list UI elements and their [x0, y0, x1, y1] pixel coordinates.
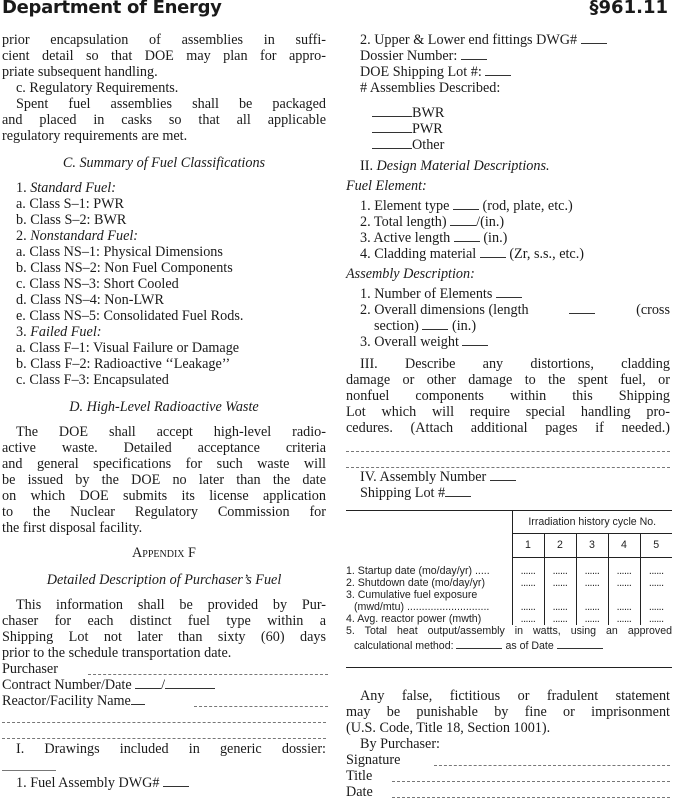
class-item: a. Class NS–1: Physical Dimensions: [16, 244, 223, 260]
table-bottom-rule: [346, 667, 672, 668]
date-field[interactable]: [392, 797, 670, 798]
total-heat-note: 5. Total heat output/assembly in watts, using an approved: [346, 625, 672, 637]
appendix-line: Shipping Lot not later than sixty (60) days: [2, 629, 326, 645]
fuel-assembly-dwg-field[interactable]: 1. Fuel Assembly DWG#: [2, 775, 326, 791]
class-item: e. Class NS–5: Consolidated Fuel Rods.: [16, 308, 244, 324]
signature-field[interactable]: [434, 765, 670, 766]
overall-dimensions-field[interactable]: 2. Overall dimensions (length (cross: [360, 302, 670, 318]
calculational-method-field[interactable]: calculational method: as of Date: [346, 637, 672, 653]
class-item: c. Class NS–3: Short Cooled: [16, 276, 179, 292]
cell[interactable]: ......: [544, 601, 576, 613]
cell[interactable]: ......: [544, 577, 576, 589]
regulatory-line: Spent fuel assemblies shall be packaged: [16, 96, 326, 112]
cycle-header: 2: [544, 534, 576, 557]
cell[interactable]: ......: [576, 577, 608, 589]
table-row: [346, 565, 672, 577]
blank-line[interactable]: [2, 722, 326, 723]
cladding-material-field[interactable]: 4. Cladding material (Zr, s.s., etc.): [360, 246, 585, 262]
distortion-line: nonfuel components within this Shipping: [346, 388, 670, 404]
intro-line: prior encapsulation of assemblies in suffi-: [2, 32, 326, 48]
row-label: 1. Startup date (mo/day/yr) .....: [346, 565, 490, 577]
cell[interactable]: ......: [512, 613, 544, 625]
cell[interactable]: ......: [512, 601, 544, 613]
cell[interactable]: ......: [640, 613, 672, 625]
table-row: [346, 601, 672, 613]
regulatory-line: and placed in casks so that all applicable: [2, 112, 326, 128]
distortion-line: III. Describe any distortions, cladding: [360, 356, 670, 372]
cell[interactable]: ......: [544, 565, 576, 577]
class-item: c. Class F–3: Encapsulated: [16, 372, 169, 388]
distortion-blank-line[interactable]: [346, 467, 670, 468]
cell[interactable]: ......: [640, 565, 672, 577]
appendix-subheading: Detailed Description of Purchaser’s Fuel: [46, 572, 282, 588]
cell[interactable]: ......: [576, 565, 608, 577]
fuel-element-heading: Fuel Element:: [346, 178, 427, 194]
appendix-heading: Appendix F: [132, 545, 196, 561]
class-group-standard: 1. Standard Fuel:: [16, 180, 116, 196]
cell[interactable]: ......: [608, 613, 640, 625]
cross-section-field[interactable]: section) (in.): [374, 318, 477, 334]
intro-line: cient detail so that DOE may plan for appro-: [2, 48, 326, 64]
cell[interactable]: ......: [608, 565, 640, 577]
shipping-lot-field[interactable]: DOE Shipping Lot #:: [346, 64, 670, 80]
contract-date-blank: [165, 677, 215, 689]
contract-field[interactable]: Contract Number/Date /: [2, 677, 326, 693]
intro-line: priate subsequent handling.: [2, 64, 158, 80]
class-item: b. Class F–2: Radioactive ‘‘Leakage’’: [16, 356, 231, 372]
cell[interactable]: ......: [512, 565, 544, 577]
assembly-number-field[interactable]: IV. Assembly Number: [346, 469, 670, 485]
cycle-header: 1: [512, 534, 544, 557]
hlw-heading: D. High-Level Radioactive Waste: [69, 399, 259, 415]
row-label: 3. Cumulative fuel exposure: [346, 589, 478, 601]
title-field[interactable]: [392, 781, 670, 782]
table-row: [346, 589, 672, 601]
distortion-line: damage or other damage to the spent fuel, or: [346, 372, 670, 388]
purchaser-blank[interactable]: [88, 674, 328, 675]
regulatory-heading: c. Regulatory Requirements.: [16, 80, 179, 96]
irradiation-history-table: [346, 510, 672, 653]
class-item: d. Class NS–4: Non-LWR: [16, 292, 164, 308]
hlw-line: and general specifications for such waste will: [2, 456, 326, 472]
drawings-line: I. Drawings included in generic dossier:: [16, 741, 326, 757]
table-row: [346, 613, 672, 625]
active-length-field[interactable]: 3. Active length (in.): [360, 230, 508, 246]
title-label: Title: [346, 768, 373, 784]
table-row: [346, 577, 672, 589]
distortion-blank-line[interactable]: [346, 451, 670, 452]
fittings-dwg-field[interactable]: 2. Upper & Lower end fittings DWG#: [346, 32, 670, 48]
false-statement-line: (U.S. Code, Title 18, Section 1001).: [346, 720, 551, 736]
reactor-blank[interactable]: [194, 706, 328, 707]
hlw-line: be issued by the DOE no later than the date: [2, 472, 326, 488]
row-label: 2. Shutdown date (mo/day/yr): [346, 577, 485, 589]
cell[interactable]: ......: [576, 601, 608, 613]
row-label: 4. Avg. reactor power (mwth): [346, 613, 482, 625]
cycle-header: 5: [640, 534, 672, 557]
cell[interactable]: ......: [576, 613, 608, 625]
signature-label: Signature: [346, 752, 401, 768]
reactor-field[interactable]: Reactor/Facility Name: [2, 693, 326, 709]
shipping-lot-number-field[interactable]: Shipping Lot #: [346, 485, 670, 501]
total-length-field[interactable]: 2. Total length) /(in.): [360, 214, 505, 230]
cycle-group-header: Irradiation history cycle No.: [512, 511, 672, 534]
assembly-description-heading: Assembly Description:: [346, 266, 475, 282]
pwr-field[interactable]: PWR: [346, 121, 670, 137]
appendix-line: chaser for each distinct fuel type within a: [2, 613, 326, 629]
section-number: §961.11: [589, 0, 668, 18]
class-group-failed: 3. Failed Fuel:: [16, 324, 102, 340]
date-label: Date: [346, 784, 373, 800]
class-item: b. Class S–2: BWR: [16, 212, 127, 228]
other-field[interactable]: Other: [346, 137, 670, 153]
hlw-line: on which DOE submits its license application: [2, 488, 326, 504]
assemblies-described-label: # Assemblies Described:: [360, 80, 501, 96]
cell[interactable]: ......: [608, 601, 640, 613]
bwr-field[interactable]: BWR: [346, 105, 670, 121]
overall-weight-field[interactable]: 3. Overall weight: [346, 334, 670, 350]
cell[interactable]: ......: [640, 577, 672, 589]
contract-number-blank: [135, 677, 161, 689]
false-statement-line: may be punishable by fine or imprisonment: [346, 704, 670, 720]
element-type-field[interactable]: 1. Element type (rod, plate, etc.): [360, 198, 573, 214]
hlw-line: active waste. Detailed acceptance criteria: [2, 440, 326, 456]
appendix-line: This information shall be provided by Pur-: [16, 597, 326, 613]
cell[interactable]: ......: [640, 601, 672, 613]
cycle-header: 3: [576, 534, 608, 557]
cycle-header: 4: [608, 534, 640, 557]
distortion-line: Lot which will require special handling pro-: [346, 404, 670, 420]
number-of-elements-field[interactable]: 1. Number of Elements: [346, 286, 670, 302]
hlw-line: the first disposal facility.: [2, 520, 143, 536]
blank-line[interactable]: [2, 738, 326, 739]
purchaser-field[interactable]: Purchaser: [2, 661, 58, 677]
class-item: a. Class F–1: Visual Failure or Damage: [16, 340, 240, 356]
design-heading: II. Design Material Descriptions.: [360, 158, 550, 174]
class-item: a. Class S–1: PWR: [16, 196, 124, 212]
class-group-nonstandard: 2. Nonstandard Fuel:: [16, 228, 139, 244]
cell[interactable]: ......: [544, 613, 576, 625]
false-statement-line: Any false, fictitious or fradulent statement: [360, 688, 670, 704]
dossier-number-field[interactable]: Dossier Number:: [346, 48, 670, 64]
drawings-blank[interactable]: [2, 770, 56, 771]
hlw-line: The DOE shall accept high-level radio-: [16, 424, 326, 440]
class-item: b. Class NS–2: Non Fuel Components: [16, 260, 233, 276]
by-purchaser-label: By Purchaser:: [360, 736, 440, 752]
distortion-line: cedures. (Attach additional pages if needed.): [346, 420, 670, 436]
cell[interactable]: ......: [512, 577, 544, 589]
appendix-line: prior to the schedule transportation date.: [2, 645, 232, 661]
row-label: (mwd/mtu) ............................: [354, 601, 490, 613]
cell[interactable]: ......: [608, 577, 640, 589]
agency-header: Department of Energy: [2, 0, 222, 18]
hlw-line: to the Nuclear Regulatory Commission for: [2, 504, 326, 520]
regulatory-line: regulatory requirements are met.: [2, 128, 188, 144]
summary-heading: C. Summary of Fuel Classifications: [62, 155, 266, 171]
